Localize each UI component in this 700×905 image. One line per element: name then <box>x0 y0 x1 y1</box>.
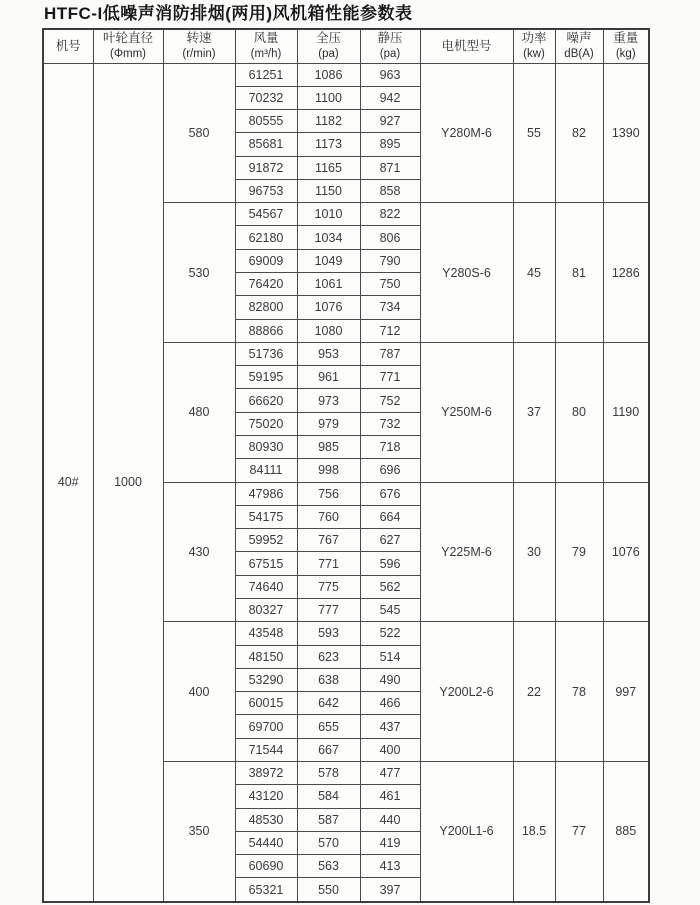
cell-total-pressure: 1076 <box>297 296 360 319</box>
cell-air-volume: 75020 <box>235 412 297 435</box>
cell-static-pressure: 440 <box>360 808 420 831</box>
cell-weight: 1190 <box>603 342 649 482</box>
cell-static-pressure: 787 <box>360 342 420 365</box>
header-unit: (pa) <box>318 47 339 60</box>
cell-static-pressure: 895 <box>360 133 420 156</box>
cell-static-pressure: 927 <box>360 110 420 133</box>
cell-motor-model: Y200L1-6 <box>420 761 513 902</box>
cell-air-volume: 47986 <box>235 482 297 505</box>
header-unit: (pa) <box>379 47 401 60</box>
header-impeller-diameter <box>93 29 163 63</box>
cell-static-pressure: 712 <box>360 319 420 342</box>
cell-static-pressure: 522 <box>360 622 420 645</box>
cell-noise: 80 <box>555 342 603 482</box>
cell-total-pressure: 756 <box>297 482 360 505</box>
header-motor-model <box>420 29 513 63</box>
cell-static-pressure: 413 <box>360 855 420 878</box>
cell-air-volume: 61251 <box>235 63 297 86</box>
cell-total-pressure: 979 <box>297 412 360 435</box>
cell-total-pressure: 1080 <box>297 319 360 342</box>
cell-noise: 81 <box>555 203 603 343</box>
header-power <box>513 29 555 63</box>
header-label: 全压 <box>315 30 341 45</box>
header-row <box>43 29 649 63</box>
header-unit: (m³/h) <box>250 47 282 60</box>
cell-air-volume: 59195 <box>235 366 297 389</box>
cell-air-volume: 53290 <box>235 668 297 691</box>
cell-air-volume: 96753 <box>235 179 297 202</box>
header-air-volume <box>235 29 297 63</box>
cell-impeller-diameter: 1000 <box>93 63 163 902</box>
cell-static-pressure: 696 <box>360 459 420 482</box>
cell-total-pressure: 1034 <box>297 226 360 249</box>
cell-static-pressure: 514 <box>360 645 420 668</box>
cell-static-pressure: 858 <box>360 179 420 202</box>
header-label: 静压 <box>377 30 403 45</box>
header-unit: (Φmm) <box>110 47 146 60</box>
cell-weight: 1076 <box>603 482 649 622</box>
cell-total-pressure: 985 <box>297 436 360 459</box>
cell-total-pressure: 1049 <box>297 249 360 272</box>
cell-total-pressure: 593 <box>297 622 360 645</box>
cell-air-volume: 69700 <box>235 715 297 738</box>
cell-weight: 1286 <box>603 203 649 343</box>
cell-total-pressure: 998 <box>297 459 360 482</box>
cell-air-volume: 60690 <box>235 855 297 878</box>
cell-static-pressure: 437 <box>360 715 420 738</box>
cell-total-pressure: 1182 <box>297 110 360 133</box>
header-label: 重量 <box>613 30 639 45</box>
cell-air-volume: 70232 <box>235 86 297 109</box>
cell-speed: 530 <box>163 203 235 343</box>
cell-static-pressure: 790 <box>360 249 420 272</box>
header-unit: (kw) <box>523 47 545 60</box>
cell-air-volume: 54175 <box>235 505 297 528</box>
cell-machine-no: 40# <box>43 63 93 902</box>
spec-table-body <box>43 63 649 902</box>
cell-total-pressure: 638 <box>297 668 360 691</box>
cell-air-volume: 48150 <box>235 645 297 668</box>
header-noise <box>555 29 603 63</box>
cell-total-pressure: 953 <box>297 342 360 365</box>
cell-power: 45 <box>513 203 555 343</box>
cell-static-pressure: 477 <box>360 761 420 784</box>
cell-total-pressure: 1150 <box>297 179 360 202</box>
cell-static-pressure: 771 <box>360 366 420 389</box>
cell-weight: 997 <box>603 622 649 762</box>
cell-total-pressure: 1086 <box>297 63 360 86</box>
header-label: 电机型号 <box>441 38 492 53</box>
cell-static-pressure: 676 <box>360 482 420 505</box>
cell-air-volume: 59952 <box>235 529 297 552</box>
cell-static-pressure: 466 <box>360 692 420 715</box>
cell-noise: 79 <box>555 482 603 622</box>
cell-weight: 885 <box>603 761 649 902</box>
cell-total-pressure: 570 <box>297 831 360 854</box>
cell-total-pressure: 973 <box>297 389 360 412</box>
cell-power: 37 <box>513 342 555 482</box>
header-machine-no <box>43 29 93 63</box>
cell-air-volume: 66620 <box>235 389 297 412</box>
spec-table <box>42 28 650 903</box>
cell-total-pressure: 655 <box>297 715 360 738</box>
cell-static-pressure: 490 <box>360 668 420 691</box>
header-label: 机号 <box>55 38 81 53</box>
cell-air-volume: 51736 <box>235 342 297 365</box>
cell-total-pressure: 1100 <box>297 86 360 109</box>
cell-static-pressure: 822 <box>360 203 420 226</box>
cell-static-pressure: 806 <box>360 226 420 249</box>
cell-total-pressure: 775 <box>297 575 360 598</box>
cell-total-pressure: 642 <box>297 692 360 715</box>
cell-air-volume: 85681 <box>235 133 297 156</box>
cell-air-volume: 80327 <box>235 598 297 621</box>
cell-motor-model: Y280S-6 <box>420 203 513 343</box>
cell-air-volume: 80555 <box>235 110 297 133</box>
cell-speed: 580 <box>163 63 235 203</box>
cell-power: 55 <box>513 63 555 203</box>
cell-air-volume: 67515 <box>235 552 297 575</box>
cell-air-volume: 69009 <box>235 249 297 272</box>
cell-total-pressure: 563 <box>297 855 360 878</box>
cell-total-pressure: 777 <box>297 598 360 621</box>
cell-total-pressure: 550 <box>297 878 360 902</box>
cell-static-pressure: 397 <box>360 878 420 902</box>
cell-speed: 400 <box>163 622 235 762</box>
cell-total-pressure: 667 <box>297 738 360 761</box>
cell-air-volume: 82800 <box>235 296 297 319</box>
header-label: 风量 <box>253 30 279 45</box>
cell-static-pressure: 963 <box>360 63 420 86</box>
cell-total-pressure: 578 <box>297 761 360 784</box>
cell-noise: 82 <box>555 63 603 203</box>
cell-air-volume: 54440 <box>235 831 297 854</box>
document-page <box>42 4 658 903</box>
cell-air-volume: 88866 <box>235 319 297 342</box>
cell-static-pressure: 627 <box>360 529 420 552</box>
table-row <box>43 63 649 86</box>
cell-static-pressure: 752 <box>360 389 420 412</box>
header-label: 功率 <box>521 30 547 45</box>
header-static-pressure <box>360 29 420 63</box>
cell-total-pressure: 587 <box>297 808 360 831</box>
cell-air-volume: 71544 <box>235 738 297 761</box>
cell-static-pressure: 400 <box>360 738 420 761</box>
cell-total-pressure: 767 <box>297 529 360 552</box>
header-unit: (kg) <box>615 47 636 60</box>
header-unit: dB(A) <box>564 47 594 60</box>
cell-air-volume: 43548 <box>235 622 297 645</box>
cell-power: 22 <box>513 622 555 762</box>
cell-air-volume: 74640 <box>235 575 297 598</box>
cell-air-volume: 91872 <box>235 156 297 179</box>
cell-air-volume: 48530 <box>235 808 297 831</box>
cell-static-pressure: 419 <box>360 831 420 854</box>
header-total-pressure <box>297 29 360 63</box>
cell-noise: 78 <box>555 622 603 762</box>
cell-speed: 430 <box>163 482 235 622</box>
cell-air-volume: 38972 <box>235 761 297 784</box>
cell-static-pressure: 942 <box>360 86 420 109</box>
spec-table-header <box>43 29 649 63</box>
cell-total-pressure: 1010 <box>297 203 360 226</box>
cell-motor-model: Y200L2-6 <box>420 622 513 762</box>
cell-power: 30 <box>513 482 555 622</box>
cell-static-pressure: 461 <box>360 785 420 808</box>
cell-air-volume: 60015 <box>235 692 297 715</box>
cell-power: 18.5 <box>513 761 555 902</box>
cell-weight: 1390 <box>603 63 649 203</box>
cell-air-volume: 65321 <box>235 878 297 902</box>
cell-air-volume: 80930 <box>235 436 297 459</box>
cell-air-volume: 43120 <box>235 785 297 808</box>
cell-speed: 350 <box>163 761 235 902</box>
cell-total-pressure: 1173 <box>297 133 360 156</box>
cell-noise: 77 <box>555 761 603 902</box>
cell-total-pressure: 1165 <box>297 156 360 179</box>
cell-static-pressure: 562 <box>360 575 420 598</box>
cell-total-pressure: 760 <box>297 505 360 528</box>
cell-motor-model: Y280M-6 <box>420 63 513 203</box>
cell-air-volume: 84111 <box>235 459 297 482</box>
cell-total-pressure: 771 <box>297 552 360 575</box>
cell-static-pressure: 871 <box>360 156 420 179</box>
cell-total-pressure: 1061 <box>297 273 360 296</box>
cell-total-pressure: 623 <box>297 645 360 668</box>
header-speed <box>163 29 235 63</box>
cell-total-pressure: 584 <box>297 785 360 808</box>
cell-total-pressure: 961 <box>297 366 360 389</box>
cell-static-pressure: 750 <box>360 273 420 296</box>
cell-static-pressure: 718 <box>360 436 420 459</box>
header-label: 转速 <box>186 30 212 45</box>
cell-motor-model: Y250M-6 <box>420 342 513 482</box>
cell-air-volume: 76420 <box>235 273 297 296</box>
header-label: 叶轮直径 <box>102 30 153 45</box>
cell-air-volume: 62180 <box>235 226 297 249</box>
header-unit: (r/min) <box>182 47 216 60</box>
cell-air-volume: 54567 <box>235 203 297 226</box>
header-label: 噪声 <box>566 30 592 45</box>
cell-static-pressure: 596 <box>360 552 420 575</box>
page-title: HTFC-I低噪声消防排烟(两用)风机箱性能参数表 <box>44 4 413 23</box>
cell-static-pressure: 664 <box>360 505 420 528</box>
header-weight <box>603 29 649 63</box>
cell-static-pressure: 545 <box>360 598 420 621</box>
cell-motor-model: Y225M-6 <box>420 482 513 622</box>
cell-static-pressure: 732 <box>360 412 420 435</box>
cell-static-pressure: 734 <box>360 296 420 319</box>
cell-speed: 480 <box>163 342 235 482</box>
